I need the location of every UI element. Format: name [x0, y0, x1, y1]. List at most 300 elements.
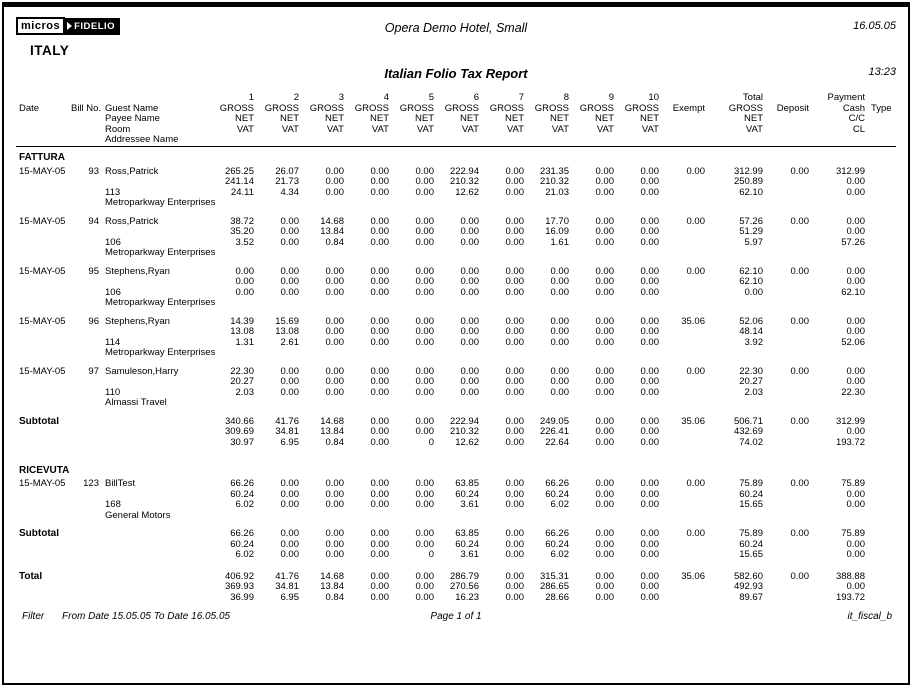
- tax-col-6-cell: 6: [473, 93, 479, 103]
- tax-col-2-cell: 0.00: [280, 387, 299, 398]
- tax-col-7-cell: 0.00: [505, 377, 524, 387]
- tax-col-1-cell: 0.00: [235, 266, 254, 277]
- date-col: [16, 93, 68, 104]
- type-cell: [868, 572, 896, 583]
- name-col: Payee Name: [105, 114, 160, 124]
- tax-col-10-cell: 0.00: [640, 592, 659, 603]
- payment-cell: 0.00: [846, 489, 865, 500]
- tax-col-6-cell: 0.00: [460, 316, 479, 327]
- payment-cell: 0.00: [846, 500, 865, 510]
- payee-name-cell: [102, 227, 212, 238]
- tax-col-10-cell: 0.00: [640, 227, 659, 237]
- tax-col-6-cell: 3.61: [460, 550, 479, 560]
- tax-col-1-cell: 0.00: [235, 287, 254, 298]
- exempt-cell: Exempt: [672, 103, 705, 114]
- addressee-cell: Almassi Travel: [105, 398, 167, 408]
- tax-col-6-cell: 210.32: [449, 427, 479, 437]
- type-cell: [868, 267, 896, 278]
- guest-row-net: [16, 327, 896, 338]
- exempt-cell: [662, 582, 708, 593]
- tax-col-3-cell: 0.00: [325, 266, 344, 277]
- date-cell: [16, 511, 68, 522]
- tax-col-3-cell: 0.84: [325, 237, 344, 248]
- tax-col-8-cell: 21.03: [545, 187, 569, 198]
- tax-col-10-cell: 0.00: [640, 571, 659, 582]
- date-cell: [16, 227, 68, 238]
- addressee-cell: General Motors: [105, 510, 171, 521]
- tax-col-1-cell: 1.31: [235, 337, 254, 348]
- tax-col-1-cell: 38.72: [230, 216, 254, 227]
- tax-col-3-cell: 13.84: [320, 227, 344, 237]
- tax-col-10-cell: VAT: [641, 124, 659, 135]
- tax-col-9-cell: 0.00: [595, 316, 614, 327]
- payment-cell: CL: [852, 124, 865, 135]
- tax-col-9-cell: 0.00: [595, 187, 614, 198]
- tax-col-5-cell: NET: [415, 114, 434, 124]
- tax-col-1-cell: 36.99: [230, 592, 254, 603]
- tax-col-8-cell: 8: [563, 93, 569, 103]
- tax-col-5-cell: 0.00: [415, 177, 434, 187]
- tax-col-10-cell: 0.00: [640, 177, 659, 187]
- tax-col-9-cell: 0.00: [595, 479, 614, 489]
- tax-col-8-cell: 60.24: [545, 539, 569, 550]
- tax-col-2-cell: 6.95: [280, 592, 299, 603]
- tax-col-2-cell: 0.00: [280, 227, 299, 237]
- tax-col-2-cell: NET: [280, 114, 299, 124]
- type-cell: [868, 593, 896, 604]
- payment-cell: 312.99: [835, 416, 865, 427]
- tax-col-4-cell: 0.00: [370, 416, 389, 427]
- tax-col-2-cell: 0.00: [280, 500, 299, 510]
- total-cell: 57.26: [739, 216, 763, 227]
- tax-col-7-cell: 0.00: [505, 177, 524, 187]
- tax-col-5-cell: 0.00: [415, 582, 434, 592]
- tax-col-3-cell: VAT: [326, 124, 344, 135]
- deposit-cell: [766, 593, 812, 604]
- tax-col-2-cell: 0.00: [280, 366, 299, 377]
- type-cell: [868, 417, 896, 428]
- deposit-cell: 0.00: [790, 571, 809, 582]
- tax-col-9-cell: 9: [608, 93, 614, 103]
- grand-total-net: [16, 582, 896, 593]
- subtotal-net: [16, 540, 896, 551]
- tax-col-7-cell: 0.00: [505, 287, 524, 298]
- exempt-cell: [662, 227, 708, 238]
- section-header-row: [16, 146, 896, 167]
- spacer-cell: [16, 359, 896, 367]
- tax-col-6-cell: 270.56: [449, 582, 479, 592]
- exempt-cell: [662, 500, 708, 511]
- date-cell: 15-MAY-05: [19, 366, 66, 377]
- deposit-cell: [766, 227, 812, 238]
- tax-col-6-cell: 63.85: [455, 479, 479, 489]
- tax-col-6-cell: [437, 135, 482, 146]
- tax-col-5-cell: 0: [428, 437, 434, 448]
- report-time: 13:23: [868, 66, 896, 78]
- deposit-cell: [766, 188, 812, 199]
- tax-col-8-cell: 0.00: [550, 287, 569, 298]
- deposit-cell: 0.00: [790, 416, 809, 427]
- tax-col-8-cell: 60.24: [545, 489, 569, 500]
- guest-row-gross: [16, 267, 896, 278]
- tax-col-7-cell: 0.00: [505, 277, 524, 287]
- tax-col-5-cell: 0.00: [415, 479, 434, 489]
- tax-col-3-cell: 0.00: [325, 539, 344, 550]
- tax-col-2-cell: 34.81: [275, 582, 299, 592]
- spacer-row: [16, 521, 896, 529]
- tax-col-2-cell: 0.00: [280, 529, 299, 539]
- guest-row-vat: [16, 338, 896, 349]
- total-cell: 52.06: [739, 316, 763, 327]
- payment-cell: 57.26: [841, 237, 865, 248]
- subtotal-net: [16, 427, 896, 438]
- total-cell: 75.89: [739, 529, 763, 539]
- payment-cell: Payment: [827, 93, 865, 103]
- subtotal-label: Subtotal: [19, 529, 59, 539]
- tax-col-2-cell: 21.73: [275, 177, 299, 187]
- payment-cell: 62.10: [841, 287, 865, 298]
- tax-col-8-cell: 231.35: [539, 166, 569, 177]
- report-id: it_fiscal_b: [847, 611, 892, 622]
- grand-total-vat: [16, 593, 896, 604]
- date-col: [16, 114, 68, 125]
- tax-col-6-cell: 286.79: [449, 571, 479, 582]
- bill-no-cell: [68, 377, 102, 388]
- bill-col: [68, 125, 102, 136]
- type-cell: Type: [871, 103, 892, 114]
- tax-col-9-cell: GROSS: [579, 103, 614, 114]
- tax-col-3-cell: 0.00: [325, 550, 344, 560]
- report-date: 16.05.05: [853, 20, 896, 32]
- type-cell: [868, 167, 896, 178]
- tax-col-6-cell: 12.62: [455, 187, 479, 198]
- tax-col-9-cell: 0.00: [595, 366, 614, 377]
- bill-no-cell: [68, 490, 102, 501]
- tax-col-10-cell: 0.00: [640, 427, 659, 437]
- tax-col-5-cell: 0.00: [415, 337, 434, 348]
- total-cell: [708, 135, 766, 146]
- exempt-cell: [662, 377, 708, 388]
- tax-col-10-cell: 0.00: [640, 479, 659, 489]
- title-spacer: [16, 66, 176, 81]
- tax-col-3-cell: 14.68: [320, 216, 344, 227]
- guest-row-net: [16, 377, 896, 388]
- payment-cell: 0.00: [846, 177, 865, 187]
- subtotal-vat: [16, 438, 896, 449]
- tax-col-9-cell: 0.00: [595, 427, 614, 437]
- guest-row-vat: [16, 388, 896, 399]
- micros-logo-text: micros: [16, 17, 65, 35]
- type-cell: [868, 500, 896, 511]
- payment-cell: 0.00: [846, 539, 865, 550]
- exempt-cell: 35.06: [681, 316, 705, 327]
- deposit-cell: [766, 238, 812, 249]
- tax-col-1-cell: 369.93: [224, 582, 254, 592]
- tax-col-3-cell: 3: [338, 93, 344, 103]
- tax-col-4-cell: 0.00: [370, 266, 389, 277]
- room-cell: 168: [105, 500, 121, 510]
- tax-col-4-cell: 0.00: [370, 489, 389, 500]
- exempt-cell: [662, 540, 708, 551]
- tax-col-10-cell: 0.00: [640, 187, 659, 198]
- subtotal-gross: [16, 529, 896, 540]
- total-cell: 60.24: [739, 489, 763, 500]
- hotel-name: Opera Demo Hotel, Small: [384, 21, 528, 35]
- payment-cell: 52.06: [841, 337, 865, 348]
- tax-col-9-cell: 0.00: [595, 327, 614, 337]
- date-cell: [16, 327, 68, 338]
- tax-col-2-cell: 34.81: [275, 427, 299, 437]
- type-cell: [868, 238, 896, 249]
- date-col: [16, 135, 68, 146]
- type-cell: [868, 479, 896, 490]
- spacer-row: [16, 259, 896, 267]
- tax-col-10-cell: 0.00: [640, 582, 659, 592]
- tax-col-2-cell: 26.07: [275, 166, 299, 177]
- tax-col-10-cell: 0.00: [640, 277, 659, 287]
- addressee-cell: Metroparkway Enterprises: [105, 348, 216, 358]
- tax-col-4-cell: 0.00: [370, 479, 389, 489]
- tax-col-1-cell: 6.02: [235, 500, 254, 510]
- name-col: [102, 93, 212, 104]
- date-cell: [16, 377, 68, 388]
- tax-col-6-cell: 222.94: [449, 166, 479, 177]
- exempt-cell: [662, 125, 708, 136]
- total-cell: 5.97: [744, 237, 763, 248]
- deposit-cell: [766, 438, 812, 449]
- payment-cell: 312.99: [835, 166, 865, 177]
- section-header-row: [16, 459, 896, 479]
- payment-cell: 75.89: [841, 479, 865, 489]
- tax-col-3-cell: 0.00: [325, 489, 344, 500]
- tax-col-9-cell: 0.00: [595, 177, 614, 187]
- tax-col-4-cell: 0.00: [370, 316, 389, 327]
- tax-col-6-cell: 0.00: [460, 366, 479, 377]
- tax-col-3-cell: 0.84: [325, 437, 344, 448]
- tax-col-10-cell: GROSS: [624, 103, 659, 114]
- total-cell: 89.67: [739, 592, 763, 603]
- tax-col-9-cell: [572, 135, 617, 146]
- tax-col-9-cell: 0.00: [595, 337, 614, 348]
- tax-col-2-cell: [257, 135, 302, 146]
- total-cell: 20.27: [739, 377, 763, 387]
- spacer-cell: [16, 521, 896, 529]
- tax-col-4-cell: 0.00: [370, 237, 389, 248]
- total-cell: NET: [744, 114, 763, 124]
- payment-cell: 0.00: [846, 550, 865, 560]
- tax-col-1-cell: 406.92: [224, 571, 254, 582]
- date-cell: [16, 398, 68, 409]
- deposit-cell: 0.00: [790, 266, 809, 277]
- exempt-cell: [662, 438, 708, 449]
- tax-col-9-cell: 0.00: [595, 500, 614, 510]
- bill-no-cell: 123: [83, 479, 99, 489]
- tax-col-7-cell: 7: [518, 93, 524, 103]
- tax-col-6-cell: 60.24: [455, 489, 479, 500]
- subtotal-label: Subtotal: [19, 416, 59, 427]
- date-cell: [16, 188, 68, 199]
- guest-row-addressee: [16, 298, 896, 309]
- tax-col-4-cell: 0.00: [370, 582, 389, 592]
- tax-col-6-cell: 16.23: [455, 592, 479, 603]
- deposit-cell: [766, 135, 812, 146]
- tax-col-2-cell: 2.61: [280, 337, 299, 348]
- tax-col-8-cell: 6.02: [550, 550, 569, 560]
- payment-cell: [812, 135, 868, 146]
- tax-col-1-cell: 0.00: [235, 277, 254, 287]
- tax-col-10-cell: 0.00: [640, 550, 659, 560]
- tax-col-3-cell: 0.00: [325, 366, 344, 377]
- tax-col-6-cell: 0.00: [460, 237, 479, 248]
- filter-range: From Date 15.05.05 To Date 16.05.05: [62, 611, 231, 622]
- total-cell: 22.30: [739, 366, 763, 377]
- tax-col-1-cell: VAT: [236, 124, 254, 135]
- deposit-cell: [766, 114, 812, 125]
- payee-name-cell: [102, 177, 212, 188]
- tax-col-6-cell: 0.00: [460, 287, 479, 298]
- total-cell: 506.71: [733, 416, 763, 427]
- tax-col-4-cell: 0.00: [370, 277, 389, 287]
- total-cell: 312.99: [733, 166, 763, 177]
- tax-col-5-cell: 0.00: [415, 366, 434, 377]
- tax-col-5-cell: 0.00: [415, 237, 434, 248]
- type-cell: [868, 177, 896, 188]
- total-cell: 51.29: [739, 227, 763, 237]
- total-cell: 3.92: [744, 337, 763, 348]
- tax-col-4-cell: 0.00: [370, 177, 389, 187]
- exempt-cell: [662, 550, 708, 561]
- tax-col-10-cell: 0.00: [640, 216, 659, 227]
- deposit-cell: Deposit: [776, 103, 809, 114]
- tax-col-9-cell: 0.00: [595, 266, 614, 277]
- exempt-cell: [662, 288, 708, 299]
- payment-cell: 75.89: [841, 529, 865, 539]
- section-label: RICEVUTA: [19, 464, 70, 476]
- tax-col-3-cell: [302, 135, 347, 146]
- header-line-net: [16, 114, 896, 125]
- tax-col-3-cell: 0.00: [325, 327, 344, 337]
- tax-col-3-cell: 0.00: [325, 277, 344, 287]
- tax-col-4-cell: 0.00: [370, 529, 389, 539]
- guest-name-cell: Stephens,Ryan: [105, 316, 170, 327]
- tax-col-4-cell: 0.00: [370, 550, 389, 560]
- tax-col-7-cell: 0.00: [505, 571, 524, 582]
- exempt-cell: 0.00: [686, 366, 705, 377]
- deposit-cell: [766, 338, 812, 349]
- tax-col-1-cell: 24.11: [230, 187, 254, 198]
- tax-col-2-cell: 0.00: [280, 479, 299, 489]
- tax-col-6-cell: 0.00: [460, 266, 479, 277]
- deposit-cell: 0.00: [790, 529, 809, 539]
- tax-col-9-cell: 0.00: [595, 166, 614, 177]
- tax-col-5-cell: 0.00: [415, 287, 434, 298]
- payment-cell: Cash: [842, 103, 865, 114]
- total-cell: VAT: [745, 124, 763, 135]
- tax-col-6-cell: NET: [460, 114, 479, 124]
- report-header: [16, 17, 896, 35]
- tax-col-5-cell: 0.00: [415, 227, 434, 237]
- tax-col-9-cell: 0.00: [595, 287, 614, 298]
- header-line-numbers: [16, 93, 896, 104]
- tax-col-8-cell: [527, 135, 572, 146]
- grand-total-gross: [16, 572, 896, 583]
- tax-col-3-cell: 0.00: [325, 479, 344, 489]
- tax-col-5-cell: 0.00: [415, 377, 434, 387]
- type-cell: [868, 582, 896, 593]
- guest-name-cell: Ross,Patrick: [105, 166, 159, 177]
- tax-col-7-cell: 0.00: [505, 166, 524, 177]
- tax-col-10-cell: 0.00: [640, 377, 659, 387]
- tax-col-4-cell: VAT: [371, 124, 389, 135]
- tax-col-2-cell: 15.69: [275, 316, 299, 327]
- type-cell: [868, 529, 896, 540]
- tax-col-8-cell: 0.00: [550, 366, 569, 377]
- exempt-cell: [662, 93, 708, 104]
- payment-cell: 193.72: [835, 437, 865, 448]
- deposit-cell: [766, 277, 812, 288]
- tax-col-7-cell: 0.00: [505, 266, 524, 277]
- guest-row-vat: [16, 238, 896, 249]
- tax-col-5-cell: GROSS: [399, 103, 434, 114]
- deposit-cell: [766, 550, 812, 561]
- bill-no-cell: [68, 227, 102, 238]
- tax-col-9-cell: 0.00: [595, 529, 614, 539]
- tax-col-8-cell: 0.00: [550, 377, 569, 387]
- tax-col-4-cell: 0.00: [370, 377, 389, 387]
- type-cell: [868, 550, 896, 561]
- subtotal-label-pad: [16, 427, 212, 438]
- type-cell: [868, 93, 896, 104]
- guest-row-gross: [16, 367, 896, 378]
- tax-col-3-cell: 0.00: [325, 177, 344, 187]
- tax-col-5-cell: 0.00: [415, 539, 434, 550]
- tax-col-6-cell: 63.85: [455, 529, 479, 539]
- tax-col-4-cell: NET: [370, 114, 389, 124]
- payment-cell: 0.00: [846, 366, 865, 377]
- spacer-cell: [16, 209, 896, 217]
- tax-col-1-cell: 340.66: [224, 416, 254, 427]
- tax-col-3-cell: 0.00: [325, 316, 344, 327]
- deposit-cell: [766, 582, 812, 593]
- deposit-cell: 0.00: [790, 166, 809, 177]
- tax-col-8-cell: 0.00: [550, 266, 569, 277]
- tax-col-8-cell: 66.26: [545, 479, 569, 489]
- tax-col-1-cell: 60.24: [230, 539, 254, 550]
- bill-no-cell: [68, 238, 102, 249]
- grand-total-label-pad: [16, 582, 212, 593]
- tax-col-5-cell: 0.00: [415, 427, 434, 437]
- tax-col-3-cell: 0.00: [325, 287, 344, 298]
- tax-col-9-cell: 0.00: [595, 377, 614, 387]
- tax-col-6-cell: 60.24: [455, 539, 479, 550]
- room-cell: 106: [105, 287, 121, 298]
- bill-no-cell: 93: [88, 166, 99, 177]
- tax-col-10-cell: 0.00: [640, 437, 659, 448]
- subtotal-label-pad: [16, 540, 212, 551]
- type-cell: [868, 188, 896, 199]
- tax-col-1-cell: [212, 135, 257, 146]
- deposit-cell: [766, 327, 812, 338]
- bill-no-cell: [68, 388, 102, 399]
- tax-col-6-cell: 0.00: [460, 337, 479, 348]
- exempt-cell: 35.06: [681, 416, 705, 427]
- tax-col-8-cell: 249.05: [539, 416, 569, 427]
- name-col: Addressee Name: [102, 135, 212, 146]
- tax-col-3-cell: 0.00: [325, 166, 344, 177]
- tax-col-10-cell: 0.00: [640, 416, 659, 427]
- tax-col-3-cell: 13.84: [320, 582, 344, 592]
- tax-col-4-cell: 0.00: [370, 539, 389, 550]
